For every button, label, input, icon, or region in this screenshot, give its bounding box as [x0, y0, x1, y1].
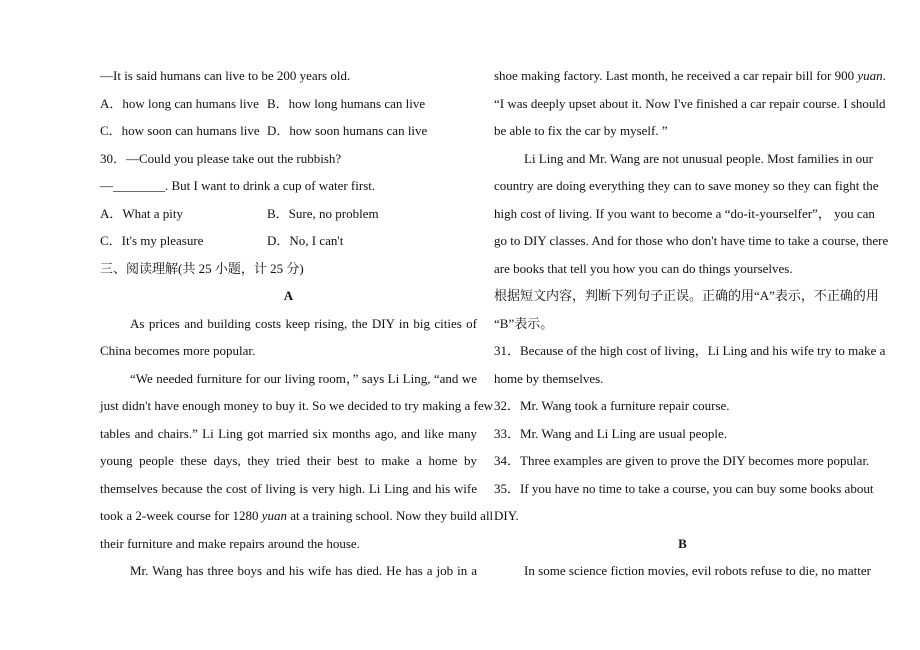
- line-text: 33．Mr. Wang and Li Ling are usual people.: [494, 425, 728, 441]
- text-line: [100, 480, 477, 498]
- text-line: [494, 452, 871, 470]
- text-line: [494, 287, 879, 305]
- text-line: [494, 177, 879, 195]
- line-text: young people these days, they tried their best to make a home by: [100, 453, 477, 468]
- italic-word: yuan: [857, 68, 883, 83]
- italic-word: yuan: [261, 508, 288, 523]
- option-text: D．how soon humans can live: [267, 123, 428, 138]
- text-line: [494, 260, 871, 278]
- line-text-tail: at a training school. Now they build all: [287, 508, 494, 523]
- line-text: C．It's my pleasure: [100, 233, 204, 248]
- line-text: their furniture and make repairs around the house.: [100, 535, 360, 551]
- line-text: B: [678, 535, 687, 551]
- text-line: [100, 370, 477, 388]
- line-text: high cost of living. If you want to become a “do-it-yourselfer”， you can: [494, 205, 875, 221]
- text-line: [100, 315, 477, 333]
- text-line: [100, 342, 477, 360]
- text-line: [100, 95, 477, 113]
- text-line: [100, 122, 477, 140]
- line-text: tables and chairs.” Li Ling got married six months ago, and like many: [100, 425, 477, 441]
- section-heading: [494, 535, 871, 553]
- line-text: A: [283, 288, 294, 303]
- section-heading: [100, 287, 477, 305]
- text-line: [494, 67, 886, 85]
- line-text: —It is said humans can live to be 200 years old.: [100, 68, 351, 83]
- text-line: [494, 562, 871, 580]
- line-text: home by themselves.: [494, 370, 604, 386]
- text-line: [494, 205, 875, 223]
- text-line: [494, 232, 889, 250]
- text-line: [494, 315, 871, 333]
- text-line: [100, 425, 477, 443]
- line-text: —________. But I want to drink a cup of water first.: [100, 178, 376, 193]
- line-text: A．What a pity: [100, 205, 184, 221]
- line-text: be able to fix the car by myself. ”: [494, 123, 668, 138]
- text-line: [100, 535, 477, 553]
- line-text: are books that tell you how you can do things yourselves.: [494, 260, 793, 276]
- line-text: took a 2-week course for 1280: [100, 508, 262, 523]
- option-text: D．No, I can't: [267, 233, 344, 248]
- line-text: In some science fiction movies, evil robots refuse to die, no matter: [524, 563, 871, 578]
- text-line: [494, 342, 886, 360]
- text-line: [494, 95, 886, 113]
- line-text: As prices and building costs keep rising, the DIY in big cities of: [130, 315, 477, 331]
- text-line: [100, 150, 477, 168]
- line-text: “B”表示。: [494, 315, 554, 331]
- text-line: [494, 425, 871, 443]
- text-line: [100, 562, 477, 580]
- line-text: DIY.: [494, 508, 519, 523]
- text-line: [494, 150, 871, 168]
- option-text: B．how long humans can live: [267, 95, 426, 111]
- line-text: 31．Because of the high cost of living，Li Ling and his wife try to make a: [494, 343, 886, 358]
- text-line: [100, 452, 477, 470]
- line-text: 根据短文内容，判断下列句子正误。正确的用“A”表示，不正确的用: [494, 288, 879, 303]
- text-line: [494, 122, 871, 140]
- line-text: 30．—Could you please take out the rubbish?: [100, 150, 342, 166]
- line-text: country are doing everything they can to save money so they can fight the: [494, 178, 879, 193]
- text-line: [100, 205, 477, 223]
- line-text: shoe making factory. Last month, he received a car repair bill for 900: [494, 68, 858, 83]
- text-line: [494, 480, 874, 498]
- line-text: 34．Three examples are given to prove the DIY becomes more popular.: [494, 453, 870, 468]
- line-text: “We needed furniture for our living room，” says Li Ling, “and we: [130, 370, 477, 386]
- option-text: B．Sure, no problem: [267, 205, 379, 221]
- line-text: Mr. Wang has three boys and his wife has died. He has a job in a: [130, 563, 477, 578]
- line-text: Li Ling and Mr. Wang are not unusual people. Most families in our: [524, 150, 873, 166]
- line-text: China becomes more popular.: [100, 343, 256, 358]
- line-text: 32．Mr. Wang took a furniture repair course.: [494, 398, 730, 413]
- line-text: “I was deeply upset about it. Now I've finished a car repair course. I should: [494, 95, 886, 111]
- line-text: C．how soon can humans live: [100, 123, 260, 138]
- line-text: 35．If you have no time to take a course, you can buy some books about: [494, 480, 874, 496]
- text-line: [100, 397, 493, 415]
- line-text: A．how long can humans live: [100, 95, 259, 111]
- line-text: themselves because the cost of living is very high. Li Ling and his wife: [100, 480, 477, 496]
- text-line: [494, 397, 871, 415]
- line-text-tail: .: [882, 68, 886, 83]
- text-line: [494, 507, 871, 525]
- text-line: [100, 507, 494, 525]
- text-line: [100, 177, 477, 195]
- text-line: [100, 232, 477, 250]
- text-line: [100, 67, 477, 85]
- line-text: just didn't have enough money to buy it. So we decided to try making a few: [100, 398, 493, 413]
- text-line: [494, 370, 871, 388]
- text-line: [100, 260, 477, 278]
- line-text: 三、阅读理解(共 25 小题，计 25 分): [100, 260, 304, 276]
- line-text: go to DIY classes. And for those who don't have time to take a course, there: [494, 233, 889, 248]
